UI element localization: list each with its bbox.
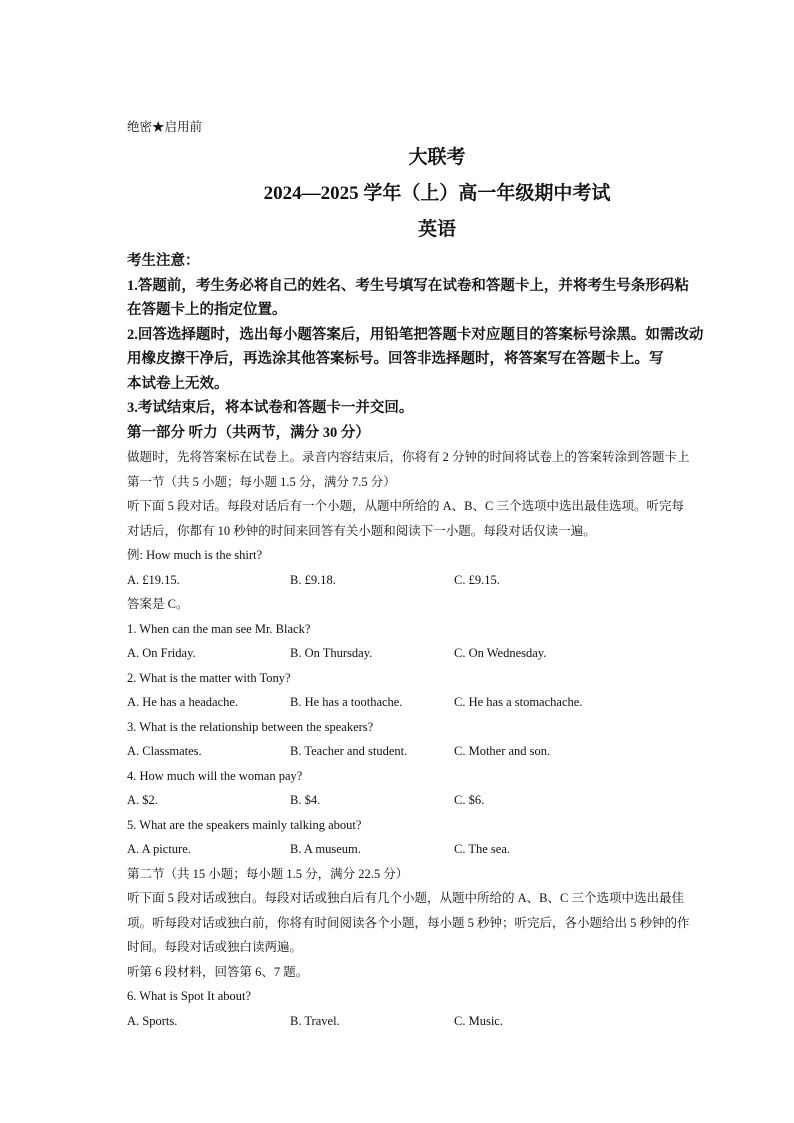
question-1-options bbox=[127, 641, 739, 666]
section2-instruction: 时间。每段对话或独白读两遍。 bbox=[127, 940, 303, 954]
notice-line: 3.考试结束后，将本试卷和答题卡一并交回。 bbox=[127, 400, 414, 416]
subject-title: 英语 bbox=[417, 219, 456, 240]
notice-line: 本试卷上无效。 bbox=[127, 375, 229, 392]
material-6-note: 听第 6 段材料，回答第 6、7 题。 bbox=[127, 964, 309, 979]
exam-page bbox=[127, 117, 739, 1033]
notice-line: 在答题卡上的指定位置。 bbox=[127, 302, 287, 318]
option-b: B. He has a toothache. bbox=[290, 695, 403, 709]
option-b: B. Teacher and student. bbox=[290, 744, 408, 758]
question-6: 6. What is Spot It about? bbox=[127, 989, 252, 1003]
example-question: 例: How much is the shirt? bbox=[127, 548, 263, 562]
option-b: B. A museum. bbox=[290, 842, 361, 856]
notice-line: 1.答题前，考生务必将自己的姓名、考生号填写在试卷和答题卡上，并将考生号条形码粘 bbox=[127, 277, 689, 294]
section1-instruction: 对话后，你都有 10 秒钟的时间来回答有关小题和阅读下一小题。每段对话仅读一遍。 bbox=[127, 523, 596, 538]
question-3-options bbox=[127, 739, 739, 764]
option-a: A. $2. bbox=[127, 793, 158, 807]
option-c: C. The sea. bbox=[454, 842, 511, 856]
option-c: C. On Wednesday. bbox=[454, 646, 547, 660]
notice-block bbox=[127, 249, 739, 421]
option-c: C. Music. bbox=[454, 1013, 503, 1028]
exam-title: 大联考 bbox=[408, 147, 466, 168]
question-5-options bbox=[127, 837, 739, 862]
option-b: B. On Thursday. bbox=[290, 646, 373, 660]
question-2-options bbox=[127, 690, 739, 715]
option-c: C. He has a stomachache. bbox=[454, 695, 583, 709]
option-a: A. £19.15. bbox=[127, 572, 180, 587]
notice-line: 2.回答选择题时，选出每小题答案后，用铅笔把答题卡对应题目的答案标号涂黑。如需改动 bbox=[127, 326, 704, 343]
section1-instruction: 听下面 5 段对话。每段对话后有一个小题，从题中所给的 A、B、C 三个选项中选出最佳选项。听完每 bbox=[127, 499, 684, 513]
option-a: A. On Friday. bbox=[127, 646, 196, 660]
question-6-options bbox=[127, 1009, 739, 1034]
option-b: B. £9.18. bbox=[290, 572, 336, 587]
question-4: 4. How much will the woman pay? bbox=[127, 768, 303, 783]
example-answer: 答案是 C。 bbox=[127, 597, 189, 611]
option-c: C. £9.15. bbox=[454, 572, 500, 587]
question-5: 5. What are the speakers mainly talking about? bbox=[127, 817, 362, 832]
part1-intro: 做题时，先将答案标在试卷上。录音内容结束后，你将有 2 分钟的时间将试卷上的答案转涂到答题卡上 bbox=[127, 450, 690, 464]
section2-instruction: 听下面 5 段对话或独白。每段对话或独白后有几个小题，从题中所给的 A、B、C 三个选项中选出最佳 bbox=[127, 891, 684, 905]
option-b: B. Travel. bbox=[290, 1013, 340, 1028]
option-a: A. Classmates. bbox=[127, 744, 202, 758]
option-b: B. $4. bbox=[290, 793, 321, 807]
part1-heading: 第一部分 听力（共两节，满分 30 分） bbox=[127, 424, 370, 441]
option-a: A. A picture. bbox=[127, 842, 191, 856]
question-3: 3. What is the relationship between the speakers? bbox=[127, 719, 374, 734]
option-a: A. Sports. bbox=[127, 1013, 178, 1028]
question-4-options bbox=[127, 788, 739, 813]
section1-heading: 第一节（共 5 小题；每小题 1.5 分，满分 7.5 分） bbox=[127, 474, 396, 489]
example-options bbox=[127, 568, 739, 593]
section2-heading: 第二节（共 15 小题；每小题 1.5 分，满分 22.5 分） bbox=[127, 866, 409, 881]
question-1: 1. When can the man see Mr. Black? bbox=[127, 621, 311, 636]
option-c: C. $6. bbox=[454, 793, 485, 807]
option-c: C. Mother and son. bbox=[454, 744, 551, 758]
section2-instruction: 项。听每段对话或独白前，你将有时间阅读各个小题，每小题 5 秒钟；听完后，各小题给出 5 秒钟的作 bbox=[127, 915, 690, 930]
notice-line: 用橡皮擦干净后，再选涂其他答案标号。回答非选择题时，将答案写在答题卡上。写 bbox=[127, 351, 664, 367]
option-a: A. He has a headache. bbox=[127, 695, 239, 709]
confidential-mark: 绝密★启用前 bbox=[127, 120, 203, 134]
exam-subtitle: 2024—2025 学年（上）高一年级期中考试 bbox=[263, 183, 611, 204]
question-2: 2. What is the matter with Tony? bbox=[127, 670, 291, 685]
notice-heading: 考生注意： bbox=[127, 253, 200, 269]
